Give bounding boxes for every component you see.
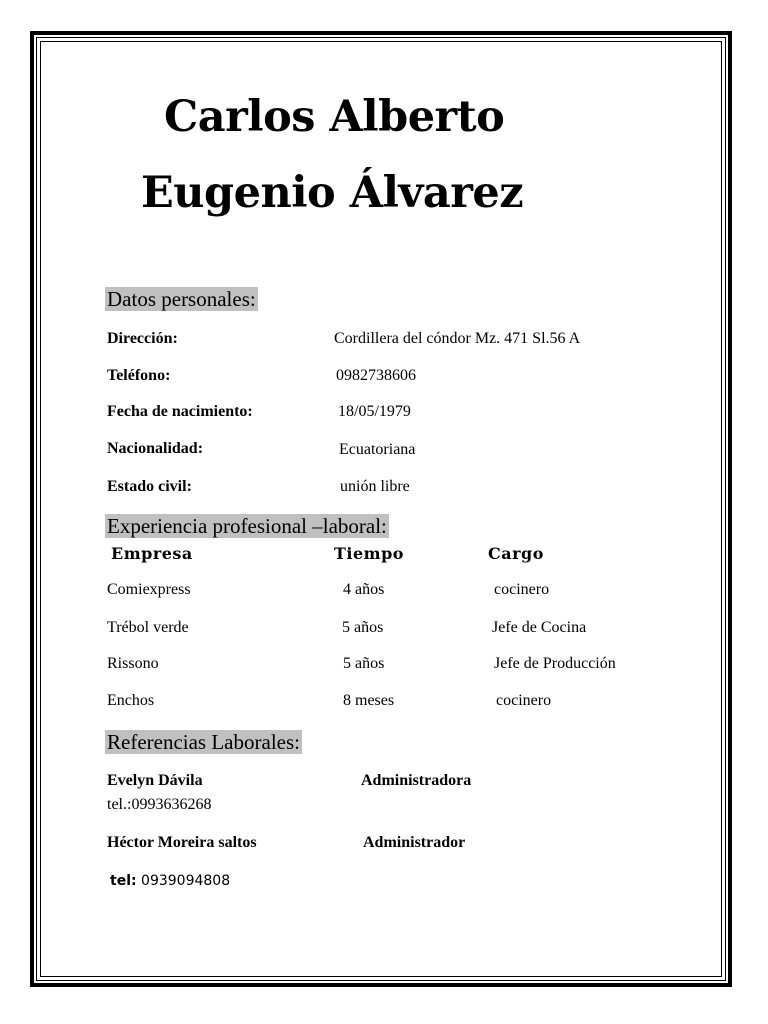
experience-column-tiempo: Tiempo	[334, 544, 404, 563]
experience-row-4-empresa: Enchos	[107, 692, 155, 709]
personal-label-civil-status: Estado civil:	[107, 478, 192, 495]
reference-2-phone-line	[110, 873, 230, 889]
experience-row-2-empresa: Trébol verde	[107, 619, 189, 636]
section-references-heading: Referencias Laborales:	[107, 730, 300, 754]
personal-label-address: Dirección:	[107, 330, 178, 347]
experience-row-4-cargo: cocinero	[496, 692, 552, 709]
experience-row-4-tiempo: 8 meses	[343, 692, 395, 709]
personal-label-birthdate: Fecha de nacimiento:	[107, 403, 253, 420]
personal-value-civil-status: unión libre	[340, 478, 410, 495]
experience-row-3-tiempo: 5 años	[343, 655, 385, 672]
experience-row-2-cargo: Jefe de Cocina	[492, 619, 587, 636]
name-line-2: Eugenio Álvarez	[141, 168, 524, 218]
experience-row-1-tiempo: 4 años	[343, 581, 385, 598]
experience-column-empresa: Empresa	[111, 544, 193, 563]
reference-2-role: Administrador	[363, 834, 466, 851]
reference-2-name: Héctor Moreira saltos	[107, 834, 257, 851]
reference-1-name: Evelyn Dávila	[107, 772, 203, 789]
name-line-1: Carlos Alberto	[164, 92, 505, 142]
reference-2-phone-label: tel:	[110, 873, 137, 889]
personal-value-address: Cordillera del cóndor Mz. 471 Sl.56 A	[334, 330, 581, 347]
experience-row-1-empresa: Comiexpress	[107, 581, 191, 598]
experience-row-3-cargo: Jefe de Producción	[494, 655, 616, 672]
personal-label-phone: Teléfono:	[107, 367, 171, 384]
experience-row-1-cargo: cocinero	[494, 581, 550, 598]
experience-row-2-tiempo: 5 años	[342, 619, 384, 636]
personal-label-nationality: Nacionalidad:	[107, 440, 204, 457]
experience-row-3-empresa: Rissono	[107, 655, 159, 672]
section-experience-heading: Experiencia profesional –laboral:	[107, 514, 387, 538]
reference-2-phone: 0939094808	[141, 873, 231, 889]
personal-value-phone: 0982738606	[336, 367, 416, 384]
personal-value-birthdate: 18/05/1979	[338, 403, 411, 420]
personal-value-nationality: Ecuatoriana	[339, 441, 416, 458]
section-personal-heading: Datos personales:	[107, 287, 256, 311]
reference-1-phone: tel.:0993636268	[107, 796, 212, 813]
reference-1-role: Administradora	[361, 772, 472, 789]
experience-column-cargo: Cargo	[488, 544, 544, 563]
